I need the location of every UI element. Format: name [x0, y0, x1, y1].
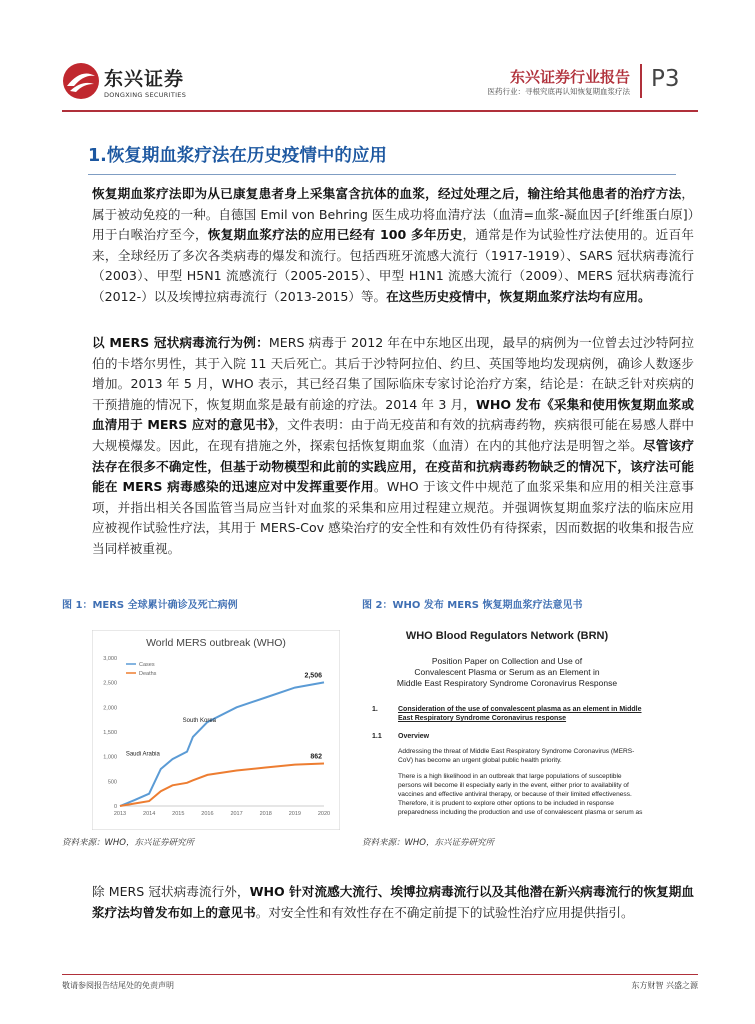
footer-rule	[62, 974, 698, 975]
annotation-saudi-arabia: Saudi Arabia	[125, 751, 160, 758]
para3-bold-1: WHO 针对流感大流行、埃博拉病毒流行以及其他潜在新兴病毒流行的恢复期血浆疗法均曾发布如上的意见书	[92, 884, 694, 920]
legend-label-cases: Cases	[139, 662, 155, 668]
doc-title-line-3: Middle East Respiratory Syndrome Coronavirus Response	[396, 678, 618, 688]
who-document-image	[360, 620, 652, 830]
end-label-cases: 2,506	[304, 672, 322, 680]
x-tick-label: 2014	[143, 811, 156, 817]
figure1-source: 资料来源：WHO，东兴证券研究所	[62, 838, 194, 848]
doc-section-number: 1.	[372, 706, 378, 713]
doc-p2-line-2: persons will become ill especially early in the event, either prior to availability of	[398, 782, 629, 789]
doc-section-title-2: East Respiratory Syndrome Coronavirus response	[398, 715, 567, 722]
mers-chart	[92, 630, 340, 830]
paragraph-mers	[92, 333, 694, 560]
doc-p2-line-4: Therefore, it is prudent to explore other options to be included in response	[398, 800, 614, 807]
y-tick-label: 1,500	[103, 730, 117, 736]
y-tick-label: 2,000	[103, 705, 117, 712]
para1-bold-2: 恢复期血浆疗法的应用已经有 100 多年历史	[207, 227, 463, 243]
y-tick-label: 2,500	[103, 680, 117, 687]
y-tick-label: 0	[113, 804, 117, 810]
para2-bold-3: 尽管该疗法存在很多不确定性，但基于动物模型和此前的实践应用，在疫苗和抗病毒药物缺乏的情况下，该疗法可能能在 MERS 病毒感染的迅速应对中发挥重要作用	[92, 437, 695, 495]
doc-subsection-title: Overview	[398, 733, 430, 740]
doc-section-title-1: Consideration of the use of convalescent plasma as an element in Middle	[398, 706, 642, 713]
figure1-title: 图 1：MERS 全球累计确诊及死亡病例	[62, 600, 238, 611]
logo-text-cn: 东兴证券	[104, 68, 185, 90]
doc-heading: WHO Blood Regulators Network (BRN)	[405, 630, 609, 642]
report-title: 东兴证券行业报告	[509, 68, 630, 86]
para2-text-3: 。WHO 于该文件中规范了血浆采集和应用的相关注意事项，并指出相关各国监管当局应当针对血浆的采集和应用过程建立规范。并强调恢复期血浆疗法的临床应用应被视作试验性疗法，其用于 MERS-Cov 感染治疗的安全性和有效性仍有待探索，因而数据的收集和报告应当同样被重视。	[92, 479, 695, 556]
report-subtitle: 医药行业：寻根究底再认知恢复期血浆疗法	[487, 87, 630, 96]
logo-text-en: DONGXING SECURITIES	[104, 91, 187, 99]
doc-p1-line-2: CoV) has become an urgent global public health priority.	[398, 757, 562, 764]
y-tick-label: 1,000	[103, 754, 117, 761]
doc-title-line-1: Position Paper on Collection and Use of	[431, 656, 583, 666]
header-rule	[62, 110, 698, 112]
para2-text-1: MERS 病毒于 2012 年在中东地区出现，最早的病例为一位曾去过沙特阿拉伯的卡塔尔男性，其于入院 11 天后死亡。其后于沙特阿拉伯、约旦、英国等地均发现病例，确诊人数逐步增加。2013 年 5 月，WHO 表示，其已经召集了国际临床专家讨论治疗方案，结论是：在缺乏针对疾病的干预措施的情况下，恢复期血浆是最有前途的疗法。2014 年 3 月，	[92, 335, 694, 412]
annotation-south-korea: South Korea	[182, 718, 217, 725]
x-tick-label: 2015	[172, 811, 185, 817]
x-tick-label: 2020	[317, 811, 331, 817]
doc-title-line-2: Convalescent Plasma or Serum as an Element in	[414, 667, 600, 677]
para3-text-2: 。对安全性和有效性存在不确定前提下的试验性治疗应用提供指引。	[255, 904, 634, 920]
para2-text-2: ，文件表明：由于尚无疫苗和有效的抗病毒药物，疾病很可能在易感人群中大规模爆发。因此，在现有措施之外，探索包括恢复期血浆（血清）在内的其他疗法是明智之举。	[92, 417, 695, 453]
para2-bold-2: WHO 发布《采集和使用恢复期血浆或血清用于 MERS 应对的意见书》	[92, 396, 694, 433]
y-tick-label: 3,000	[103, 656, 117, 662]
x-tick-label: 2017	[230, 811, 243, 817]
x-tick-label: 2019	[288, 811, 301, 817]
chart-frame	[92, 630, 340, 830]
x-tick-label: 2013	[113, 811, 127, 817]
legend-label-deaths: Deaths	[139, 671, 157, 677]
doc-p1-line-1: Addressing the threat of Middle East Respiratory Syndrome Coronavirus (MERS-	[398, 748, 635, 755]
para1-text-1: ，属于被动免疫的一种。自德国 Emil von Behring 医生成功将血清疗法（血清=血浆-凝血因子[纤维蛋白原]）用于白喉治疗至今，	[92, 186, 694, 243]
paragraph-conclusion	[92, 882, 694, 923]
x-tick-label: 2018	[259, 811, 272, 817]
chart-title: World MERS outbreak (WHO)	[146, 637, 286, 649]
footer-disclaimer: 敬请参阅报告结尾处的免责声明	[62, 981, 174, 990]
section-title: 1.恢复期血浆疗法在历史疫情中的应用	[88, 146, 387, 166]
figure2-title: 图 2：WHO 发布 MERS 恢复期血浆疗法意见书	[362, 600, 583, 611]
doc-subsection-number: 1.1	[372, 733, 382, 740]
y-tick-label: 500	[107, 779, 117, 786]
doc-p2-line-3: vaccines and effective antiviral therapy, or because of their limited effectiveness.	[398, 791, 632, 798]
para1-bold-3: 在这些历史疫情中，恢复期血浆疗法均有应用。	[386, 288, 651, 304]
x-tick-label: 2016	[201, 811, 214, 817]
section-underline	[88, 174, 676, 175]
para1-bold-1: 恢复期血浆疗法即为从已康复患者身上采集富含抗体的血浆，经过处理之后，输注给其他患者的治疗方法	[92, 186, 682, 201]
dongxing-logo-icon	[62, 62, 100, 100]
para1-text-2: ，通常是作为试验性疗法使用的。近百年来，全球经历了多次各类病毒的爆发和流行。包括西班牙流感大流行（1917-1919）、SARS 冠状病毒流行（2003）、甲型 H5N1 流感流行（2005-2015）、甲型 H1N1 流感大流行（2009）、MERS 冠状病毒流行（2012-）以及埃博拉病毒流行（2013-2015）等。	[92, 227, 694, 304]
paragraph-intro	[92, 184, 694, 308]
doc-p2-line-5: preparedness including the production and use of convalescent plasma or serum as	[398, 809, 643, 816]
footer-slogan: 东方财智 兴盛之源	[631, 981, 698, 990]
doc-p2-line-1: There is a high likelihood in an outbreak that large populations of susceptible	[398, 773, 622, 780]
figure2-source: 资料来源：WHO，东兴证券研究所	[362, 838, 494, 848]
para3-text-1: 除 MERS 冠状病毒流行外，	[92, 884, 250, 899]
para2-bold-1: 以 MERS 冠状病毒流行为例：	[92, 335, 269, 350]
end-label-deaths: 862	[310, 753, 322, 761]
header-separator	[640, 64, 642, 98]
page-number: P3	[651, 66, 680, 92]
